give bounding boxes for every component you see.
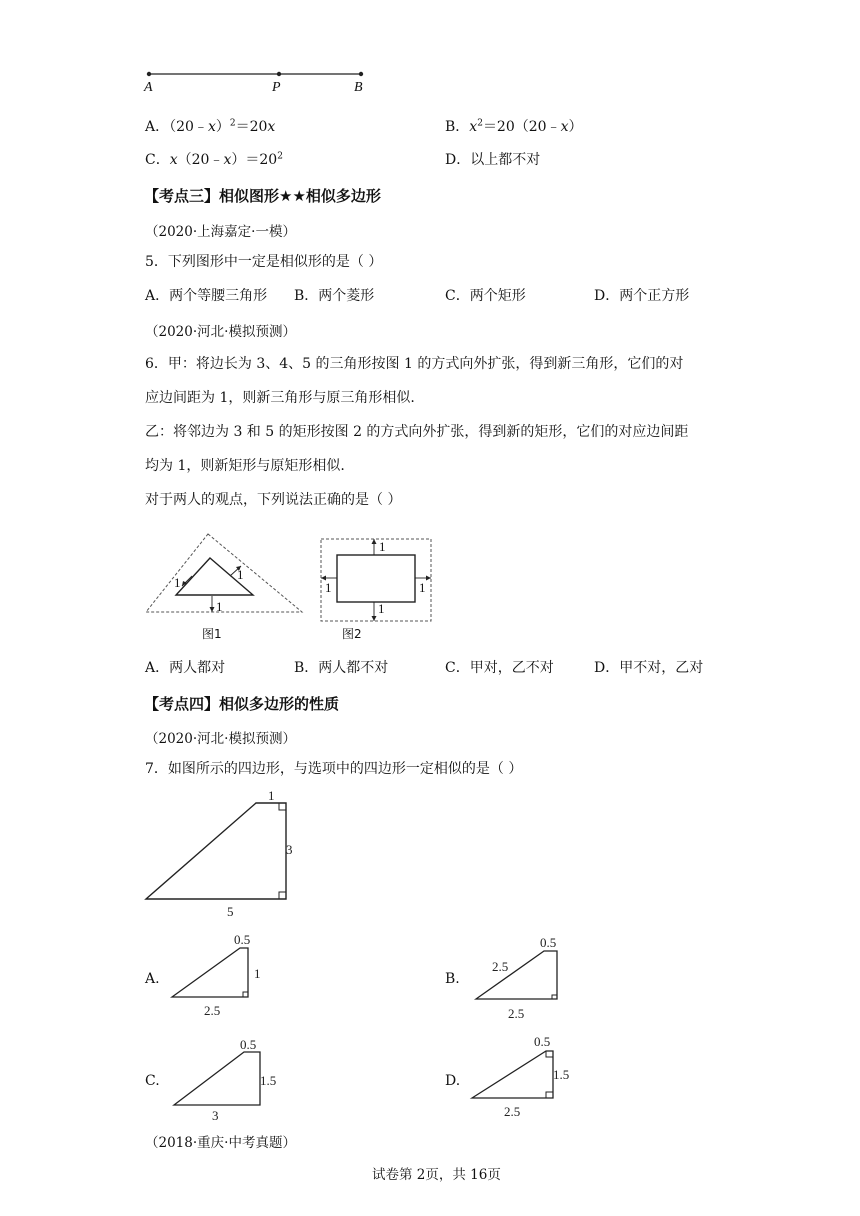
- q7-option-d-letter: D.: [445, 1073, 461, 1089]
- fig1-gap-left: 1: [174, 575, 181, 590]
- q4-option-d: D．以上都不对: [445, 152, 541, 168]
- q5-option-d: D．两个正方形: [594, 288, 690, 304]
- fig2-gap-top: 1: [379, 539, 386, 554]
- point-label-p: P: [272, 80, 281, 95]
- q7-main-right-label: 3: [286, 842, 293, 857]
- q5-stem: 5．下列图形中一定是相似形的是（ ）: [145, 254, 383, 270]
- q7-option-c-bottom: 3: [212, 1108, 219, 1123]
- q7-option-a-letter: A.: [145, 971, 160, 987]
- page-footer: 试卷第 2页，共 16页: [372, 1167, 501, 1183]
- q7-option-b-side: 2.5: [492, 959, 509, 974]
- q6-option-b: B．两人都不对: [294, 660, 389, 676]
- q6-line5: 对于两人的观点，下列说法正确的是（ ）: [145, 492, 402, 508]
- q7-option-d-bottom: 2.5: [504, 1104, 521, 1119]
- fig2-gap-right: 1: [419, 580, 426, 595]
- fig2-gap-left: 1: [325, 580, 332, 595]
- fig1-caption: 图1: [202, 627, 222, 641]
- section4-heading: 【考点四】相似多边形的性质: [144, 695, 340, 713]
- fig2-caption: 图2: [342, 627, 362, 641]
- q4-option-a: A．（20﹣x）$^2$＝20x: [145, 118, 276, 135]
- q7-main-bottom-label: 5: [227, 904, 234, 919]
- q7-option-c-letter: C.: [145, 1073, 160, 1089]
- q6-line1: 6．甲：将边长为 3、4、5 的三角形按图 1 的方式向外扩张，得到新三角形，它们的对: [145, 356, 684, 372]
- q7-option-b-letter: B.: [445, 971, 460, 987]
- q7-option-c-figure: [170, 1038, 290, 1123]
- point-label-a: A: [144, 80, 153, 95]
- q7-option-b-bottom: 2.5: [508, 1006, 525, 1021]
- q7-option-d-side: 1.5: [553, 1067, 570, 1082]
- q6-option-d: D．甲不对，乙对: [594, 660, 704, 676]
- q8-source: （2018·重庆·中考真题）: [145, 1135, 296, 1151]
- point-label-b: B: [354, 80, 363, 95]
- q6-source: （2020·河北·模拟预测）: [145, 324, 296, 340]
- q7-main-top-label: 1: [268, 788, 275, 803]
- q7-option-a-figure: [168, 928, 278, 1018]
- q7-source: （2020·河北·模拟预测）: [145, 731, 296, 747]
- q7-option-b-top: 0.5: [540, 935, 557, 950]
- q5-option-b: B．两个菱形: [294, 288, 375, 304]
- segment-apb-figure: [140, 62, 380, 102]
- q6-line3: 乙：将邻边为 3 和 5 的矩形按图 2 的方式向外扩张，得到新的矩形，它们的对应边间距: [145, 424, 689, 440]
- q7-option-c-top: 0.5: [240, 1037, 257, 1052]
- fig1-gap-right: 1: [237, 567, 244, 582]
- q7-option-d-figure: [468, 1033, 588, 1123]
- q4-option-c: C．$x(20﹣x)=20^2$: [145, 151, 283, 168]
- q7-option-d-top: 0.5: [534, 1034, 551, 1049]
- q6-option-c: C．甲对，乙不对: [445, 660, 554, 676]
- q6-line2: 应边间距为 1，则新三角形与原三角形相似.: [145, 390, 415, 406]
- q5-option-a: A．两个等腰三角形: [145, 288, 268, 304]
- q7-option-a-bottom: 2.5: [204, 1003, 221, 1018]
- q5-source: （2020·上海嘉定·一模）: [145, 224, 296, 240]
- q7-option-a-side: 1: [254, 966, 261, 981]
- fig1-gap-bottom: 1: [216, 599, 223, 614]
- q5-option-c: C．两个矩形: [445, 288, 526, 304]
- q7-option-c-side: 1.5: [260, 1073, 277, 1088]
- fig2-gap-bottom: 1: [378, 601, 385, 616]
- q7-option-b-figure: [468, 933, 578, 1023]
- q7-main-trapezoid: [140, 790, 300, 920]
- q6-line4: 均为 1，则新矩形与原矩形相似.: [145, 458, 345, 474]
- q6-option-a: A．两人都对: [145, 660, 226, 676]
- q4-option-b: B．$x^2=20(20﹣x)$: [445, 118, 583, 135]
- q7-stem: 7．如图所示的四边形，与选项中的四边形一定相似的是（ ）: [145, 761, 523, 777]
- q7-option-a-top: 0.5: [234, 932, 251, 947]
- q6-figure1-triangle: [140, 528, 310, 623]
- q6-figure2-rectangle: [318, 536, 434, 624]
- section3-heading: 【考点三】相似图形★★相似多边形: [144, 187, 381, 205]
